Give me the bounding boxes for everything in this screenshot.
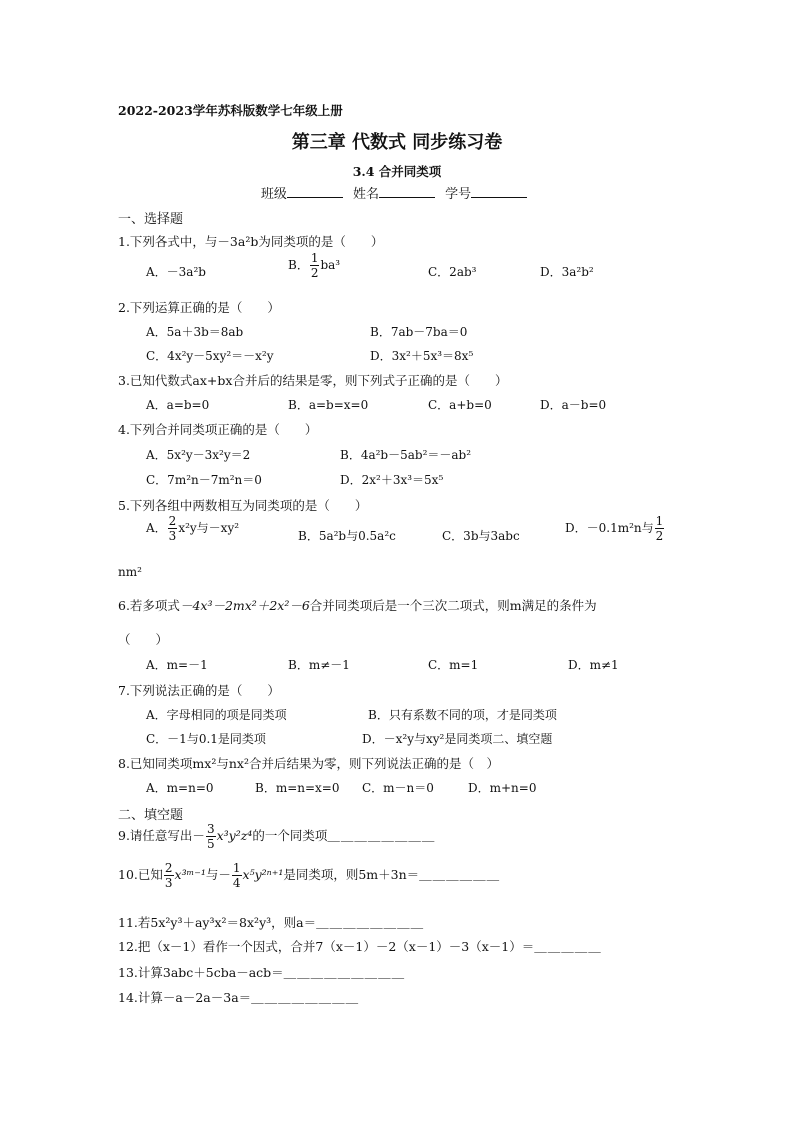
q14-answer-blank[interactable]: ＿＿＿＿＿＿＿＿ — [251, 990, 360, 1005]
q5-option-b: B．5a²b与0.5a²c — [298, 529, 396, 543]
section-2-title: 二、填空题 — [118, 808, 184, 823]
q4-option-c: C．7m²n－7m²n＝0 — [146, 473, 262, 487]
q5-option-d — [565, 515, 665, 542]
q5-option-a-suffix: x²y与－xy² — [178, 521, 240, 535]
q5-option-d-fraction — [655, 515, 665, 542]
student-info-line — [0, 183, 794, 202]
q10-prefix: 10.已知 — [118, 867, 163, 882]
id-blank[interactable] — [471, 185, 527, 198]
q10-answer-blank[interactable]: ＿＿＿＿＿＿ — [419, 867, 501, 882]
q3-option-a: A．a=b=0 — [146, 398, 210, 412]
question-13 — [118, 963, 405, 981]
q12-text: 12.把（x－1）看作一个因式，合并7（x－1）－2（x－1）－3（x－1）＝ — [118, 939, 535, 954]
q2-option-c: C．4x²y－5xy²＝－x²y — [146, 349, 274, 363]
q5-option-d-tail: nm² — [118, 565, 142, 579]
class-label: 班级 — [260, 187, 287, 202]
q10-fraction-2 — [232, 862, 242, 889]
question-2-stem: 2.下列运算正确的是（ ） — [118, 300, 280, 315]
q2-option-a: A．5a＋3b＝8ab — [146, 325, 244, 339]
q5-option-c: C．3b与3abc — [442, 529, 520, 543]
q1-option-d: D．3a²b² — [540, 265, 594, 279]
question-14 — [118, 988, 359, 1006]
q14-text: 14.计算－a－2a－3a＝ — [118, 990, 252, 1005]
question-8-stem: 8.已知同类项mx²与nx²合并后结果为零，则下列说法正确的是（ ） — [118, 756, 499, 771]
q5-option-d-prefix: D．－0.1m²n与 — [565, 521, 654, 535]
q1-option-a: A．－3a²b — [146, 265, 206, 279]
section-1-title: 一、选择题 — [118, 212, 184, 227]
q9-suffix: 的一个同类项 — [252, 828, 328, 843]
q11-text: 11.若5x²y³＋ay³x²＝8x²y³，则a＝ — [118, 915, 317, 930]
q3-option-d: D．a－b=0 — [540, 398, 607, 412]
q10-fraction-1 — [164, 862, 174, 889]
q6-option-d: D．m≠1 — [568, 658, 619, 672]
fraction-numerator: 1 — [655, 514, 664, 528]
name-blank[interactable] — [379, 185, 435, 198]
q1-option-c: C．2ab³ — [428, 265, 477, 279]
fraction-denominator: 2 — [310, 266, 319, 280]
id-label: 学号 — [445, 187, 472, 202]
question-1-stem: 1.下列各式中，与－3a²b为同类项的是（ ） — [118, 234, 384, 249]
q1-option-b-suffix: ba³ — [320, 258, 341, 272]
q5-option-a-fraction — [168, 515, 178, 542]
fraction-denominator: 3 — [168, 529, 177, 543]
fraction-numerator: 3 — [206, 822, 215, 836]
q11-answer-blank[interactable]: ＿＿＿＿＿＿＿＿ — [316, 915, 425, 930]
q1-option-b-fraction — [310, 252, 320, 279]
page-title: 第三章 代数式 同步练习卷 — [291, 132, 503, 153]
q1-option-b-prefix: B． — [288, 258, 309, 272]
q6-option-a: A．m=－1 — [146, 658, 208, 672]
q4-option-b: B．4a²b－5ab²＝－ab² — [340, 448, 472, 462]
q10-expression-1: x³ᵐ⁻¹ — [174, 867, 206, 882]
q9-expression: x³y²z⁴ — [216, 828, 253, 843]
q10-suffix: 是同类项，则5m＋3n＝ — [283, 867, 420, 882]
fraction-denominator: 5 — [206, 837, 215, 851]
q9-prefix: 9.请任意写出－ — [118, 828, 205, 843]
q6-stem-prefix: 6.若多项式 — [118, 598, 180, 613]
q2-option-b: B．7ab－7ba＝0 — [370, 325, 468, 339]
question-5-stem: 5.下列各组中两数相互为同类项的是（ ） — [118, 498, 368, 513]
q3-option-b: B．a=b=x=0 — [288, 398, 369, 412]
q6-polynomial: －4x³－2mx²＋2x²－6 — [179, 598, 310, 613]
q12-answer-blank[interactable]: ＿＿＿＿＿ — [534, 939, 602, 954]
q6-option-c: C．m=1 — [428, 658, 479, 672]
q7-option-c: C．－1与0.1是同类项 — [146, 732, 266, 746]
q7-option-b: B．只有系数不同的项，才是同类项 — [368, 708, 557, 722]
q13-text: 13.计算3abc＋5cba－acb＝ — [118, 965, 284, 980]
q8-option-b: B．m=n=x=0 — [255, 781, 340, 795]
q6-option-b: B．m≠－1 — [288, 658, 350, 672]
q8-option-d: D．m+n=0 — [468, 781, 537, 795]
q4-option-d: D．2x²＋3x³＝5x⁵ — [340, 473, 444, 487]
q5-option-a — [146, 515, 239, 542]
fraction-numerator: 1 — [232, 861, 241, 875]
fraction-denominator: 3 — [164, 876, 173, 890]
fraction-denominator: 4 — [232, 876, 241, 890]
q7-option-d: D．－x²y与xy²是同类项二、填空题 — [362, 732, 553, 746]
question-9 — [118, 823, 435, 850]
q9-answer-blank[interactable]: ＿＿＿＿＿＿＿＿ — [327, 828, 436, 843]
q10-mid: 与－ — [205, 867, 231, 882]
q8-option-c: C．m－n＝0 — [362, 781, 434, 795]
q7-option-a: A．字母相同的项是同类项 — [146, 708, 287, 722]
fraction-denominator: 2 — [655, 529, 664, 543]
fraction-numerator: 2 — [168, 514, 177, 528]
fraction-numerator: 1 — [310, 251, 319, 265]
question-11 — [118, 913, 424, 931]
q6-answer-paren: （ ） — [118, 632, 169, 647]
section-subtitle: 3.4 合并同类项 — [352, 164, 442, 179]
class-blank[interactable] — [287, 185, 343, 198]
question-3-stem: 3.已知代数式ax+bx合并后的结果是零，则下列式子正确的是（ ） — [118, 373, 508, 388]
name-label: 姓名 — [352, 187, 379, 202]
q3-option-c: C．a+b=0 — [428, 398, 492, 412]
question-7-stem: 7.下列说法正确的是（ ） — [118, 683, 280, 698]
question-12 — [118, 937, 602, 955]
q10-expression-2: x⁵y²ⁿ⁺¹ — [242, 867, 284, 882]
question-6-stem — [118, 596, 597, 614]
q6-stem-suffix: 合并同类项后是一个三次二项式，则m满足的条件为 — [309, 598, 597, 613]
q5-option-a-prefix: A． — [146, 521, 167, 535]
q4-option-a: A．5x²y－3x²y＝2 — [146, 448, 251, 462]
q1-option-b — [288, 252, 340, 279]
question-4-stem: 4.下列合并同类项正确的是（ ） — [118, 422, 318, 437]
header-top-line: 2022-2023学年苏科版数学七年级上册 — [118, 103, 343, 118]
question-10 — [118, 862, 500, 889]
q2-option-d: D．3x²＋5x³＝8x⁵ — [370, 349, 474, 363]
fraction-numerator: 2 — [164, 861, 173, 875]
q8-option-a: A．m=n=0 — [146, 781, 214, 795]
q13-answer-blank[interactable]: ＿＿＿＿＿＿＿＿＿ — [283, 965, 406, 980]
q9-fraction — [206, 823, 216, 850]
